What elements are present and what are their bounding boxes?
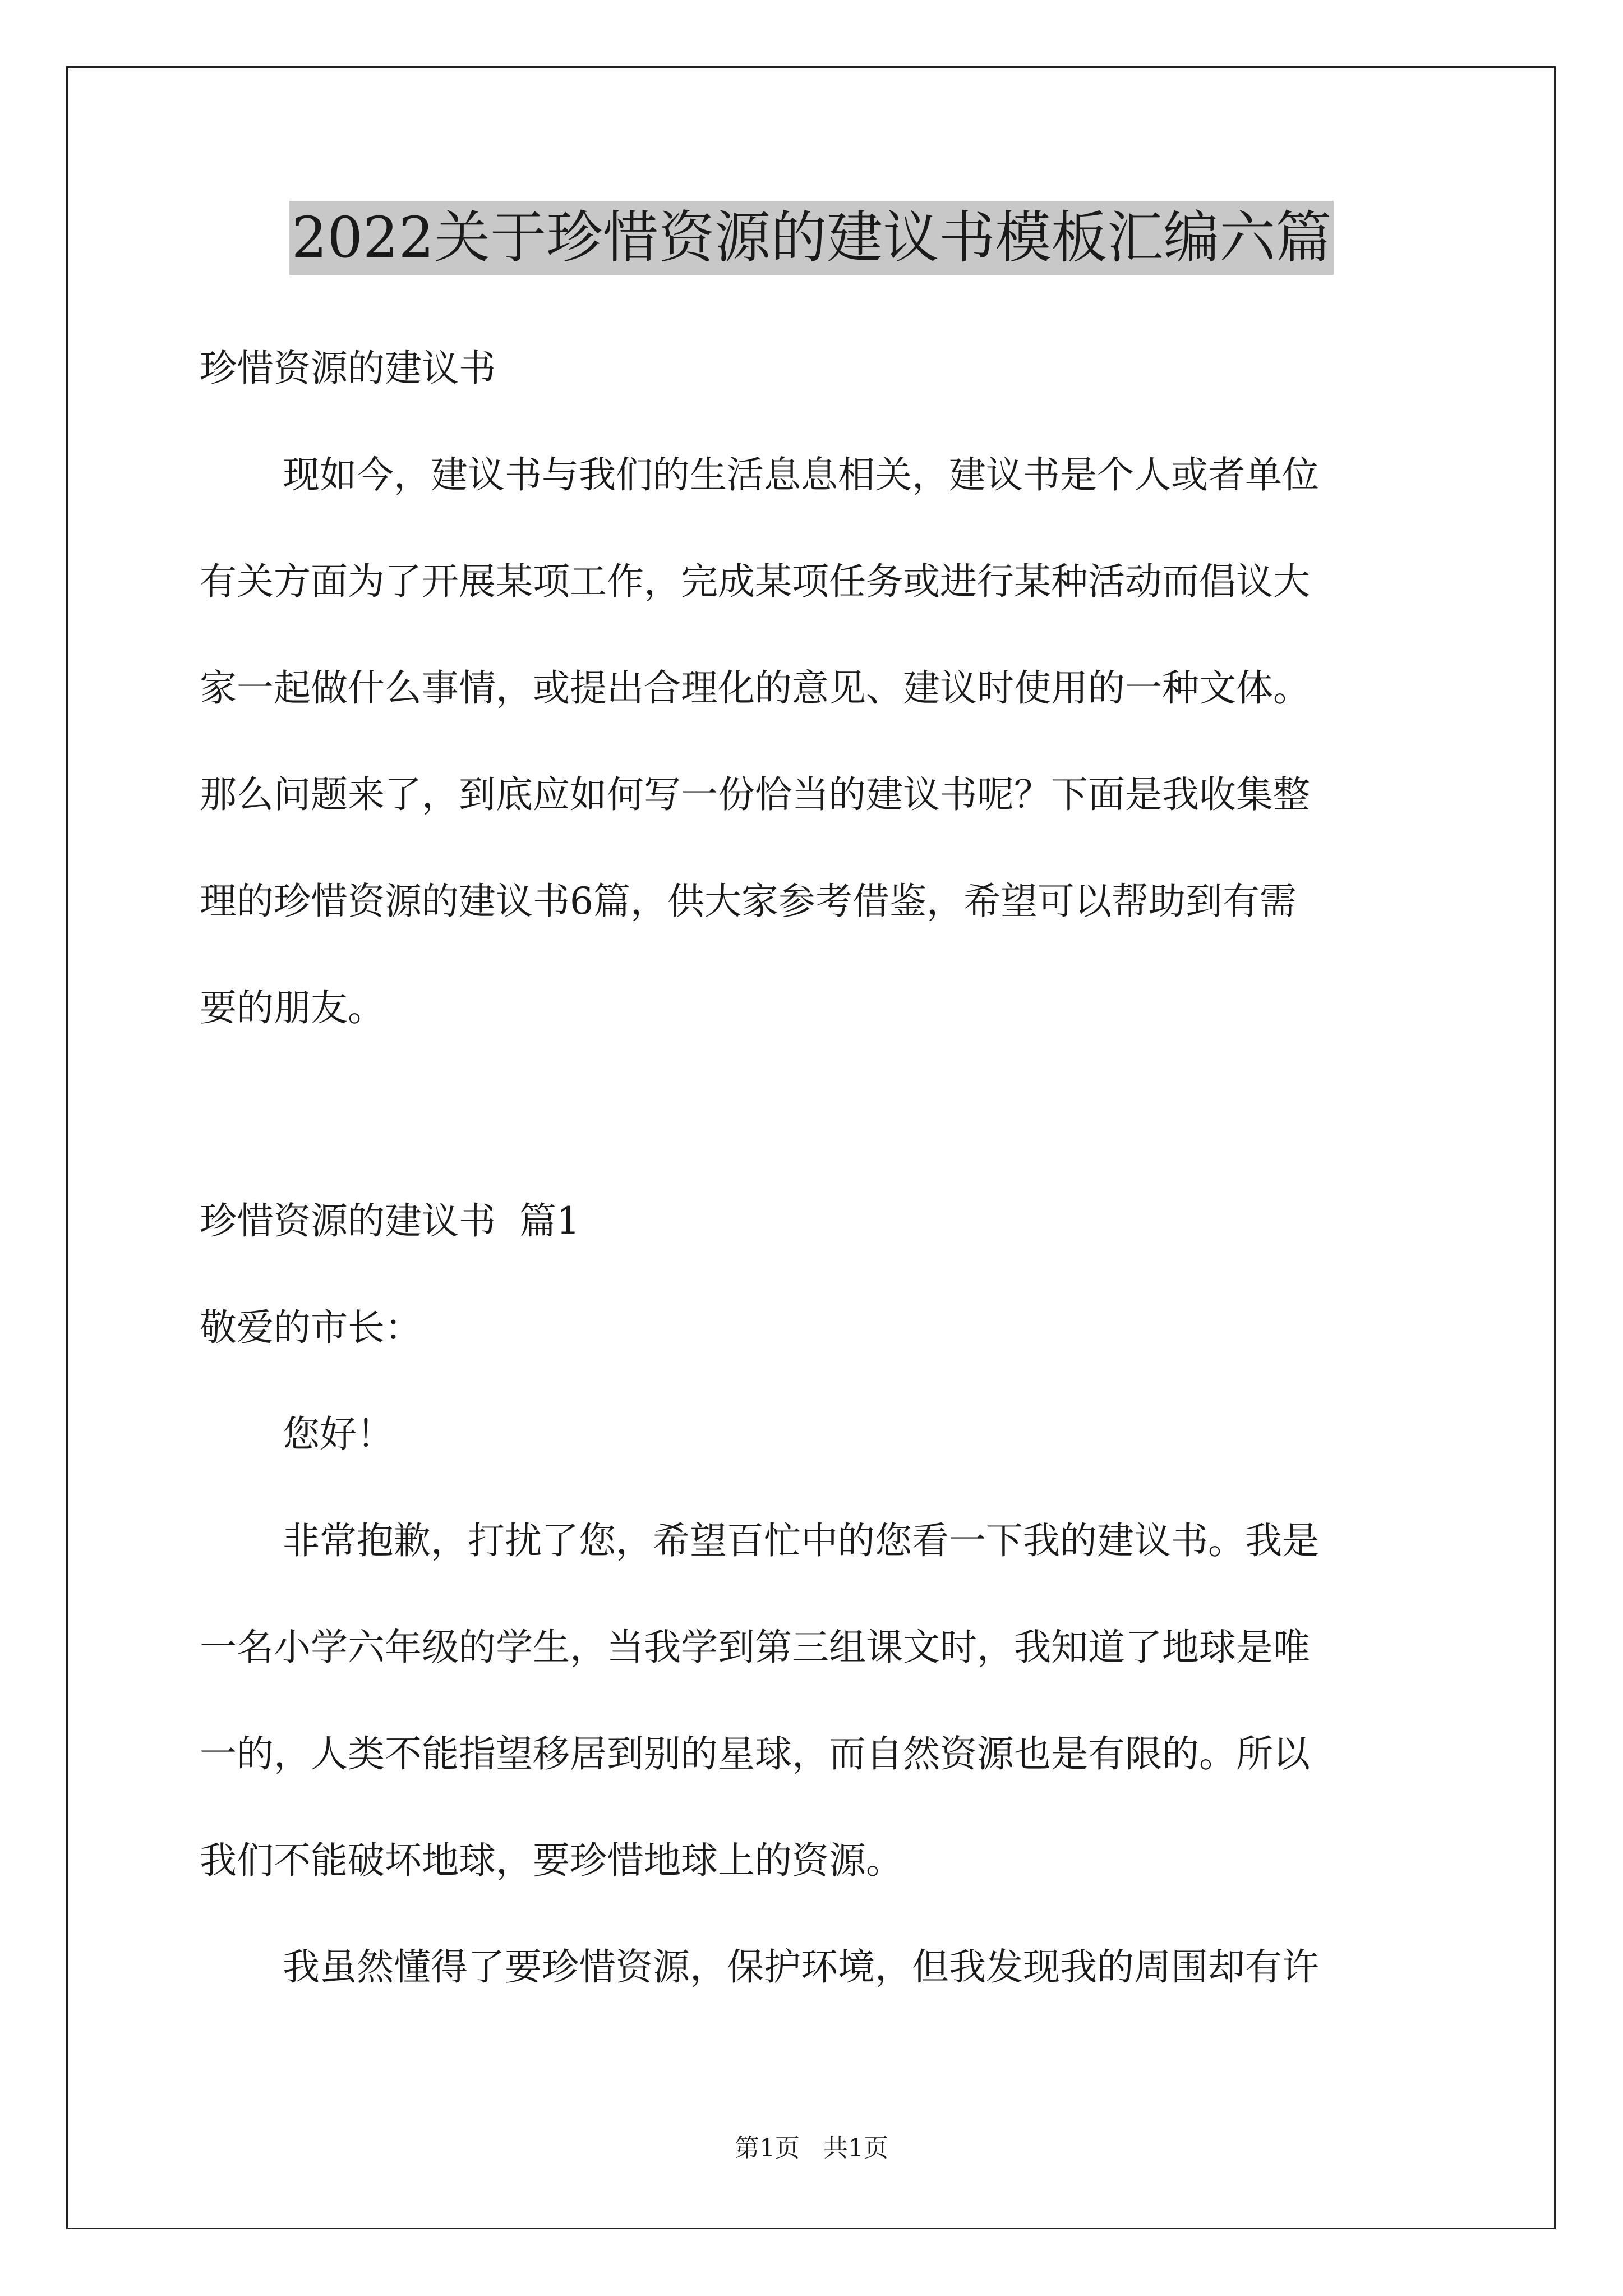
- salutation: 敬爱的市长：: [200, 1306, 422, 1349]
- title-container: [0, 201, 1623, 275]
- page-footer: 第1页 共1页: [735, 2134, 888, 2162]
- body-line: 一的，人类不能指望移居到别的星球，而自然资源也是有限的。所以: [200, 1732, 1310, 1775]
- body-line: 我虽然懂得了要珍惜资源，保护环境，但我发现我的周围却有许: [283, 1945, 1319, 1989]
- intro-line: 要的朋友。: [200, 986, 385, 1029]
- intro-line: 家一起做什么事情，或提出合理化的意见、建议时使用的一种文体。: [200, 666, 1310, 710]
- article-heading: 珍惜资源的建议书 篇1: [200, 1199, 580, 1243]
- intro-line: 现如今，建议书与我们的生活息息相关，建议书是个人或者单位: [283, 453, 1319, 496]
- body-line: 非常抱歉，打扰了您，希望百忙中的您看一下我的建议书。我是: [283, 1519, 1319, 1562]
- greeting: 您好！: [283, 1412, 394, 1456]
- intro-line: 有关方面为了开展某项工作，完成某项任务或进行某种活动而倡议大: [200, 560, 1310, 603]
- blank-line: [200, 1061, 1433, 1168]
- section-heading: 珍惜资源的建议书: [200, 347, 496, 390]
- intro-line: 那么问题来了，到底应如何写一份恰当的建议书呢？下面是我收集整: [200, 773, 1310, 816]
- body-line: 我们不能破坏地球，要珍惜地球上的资源。: [200, 1839, 903, 1882]
- document-body: [200, 315, 1433, 2021]
- body-line: 一名小学六年级的学生，当我学到第三组课文时，我知道了地球是唯: [200, 1626, 1310, 1669]
- intro-line: 理的珍惜资源的建议书6篇，供大家参考借鉴，希望可以帮助到有需: [200, 880, 1297, 923]
- document-title: 2022关于珍惜资源的建议书模板汇编六篇: [289, 201, 1334, 275]
